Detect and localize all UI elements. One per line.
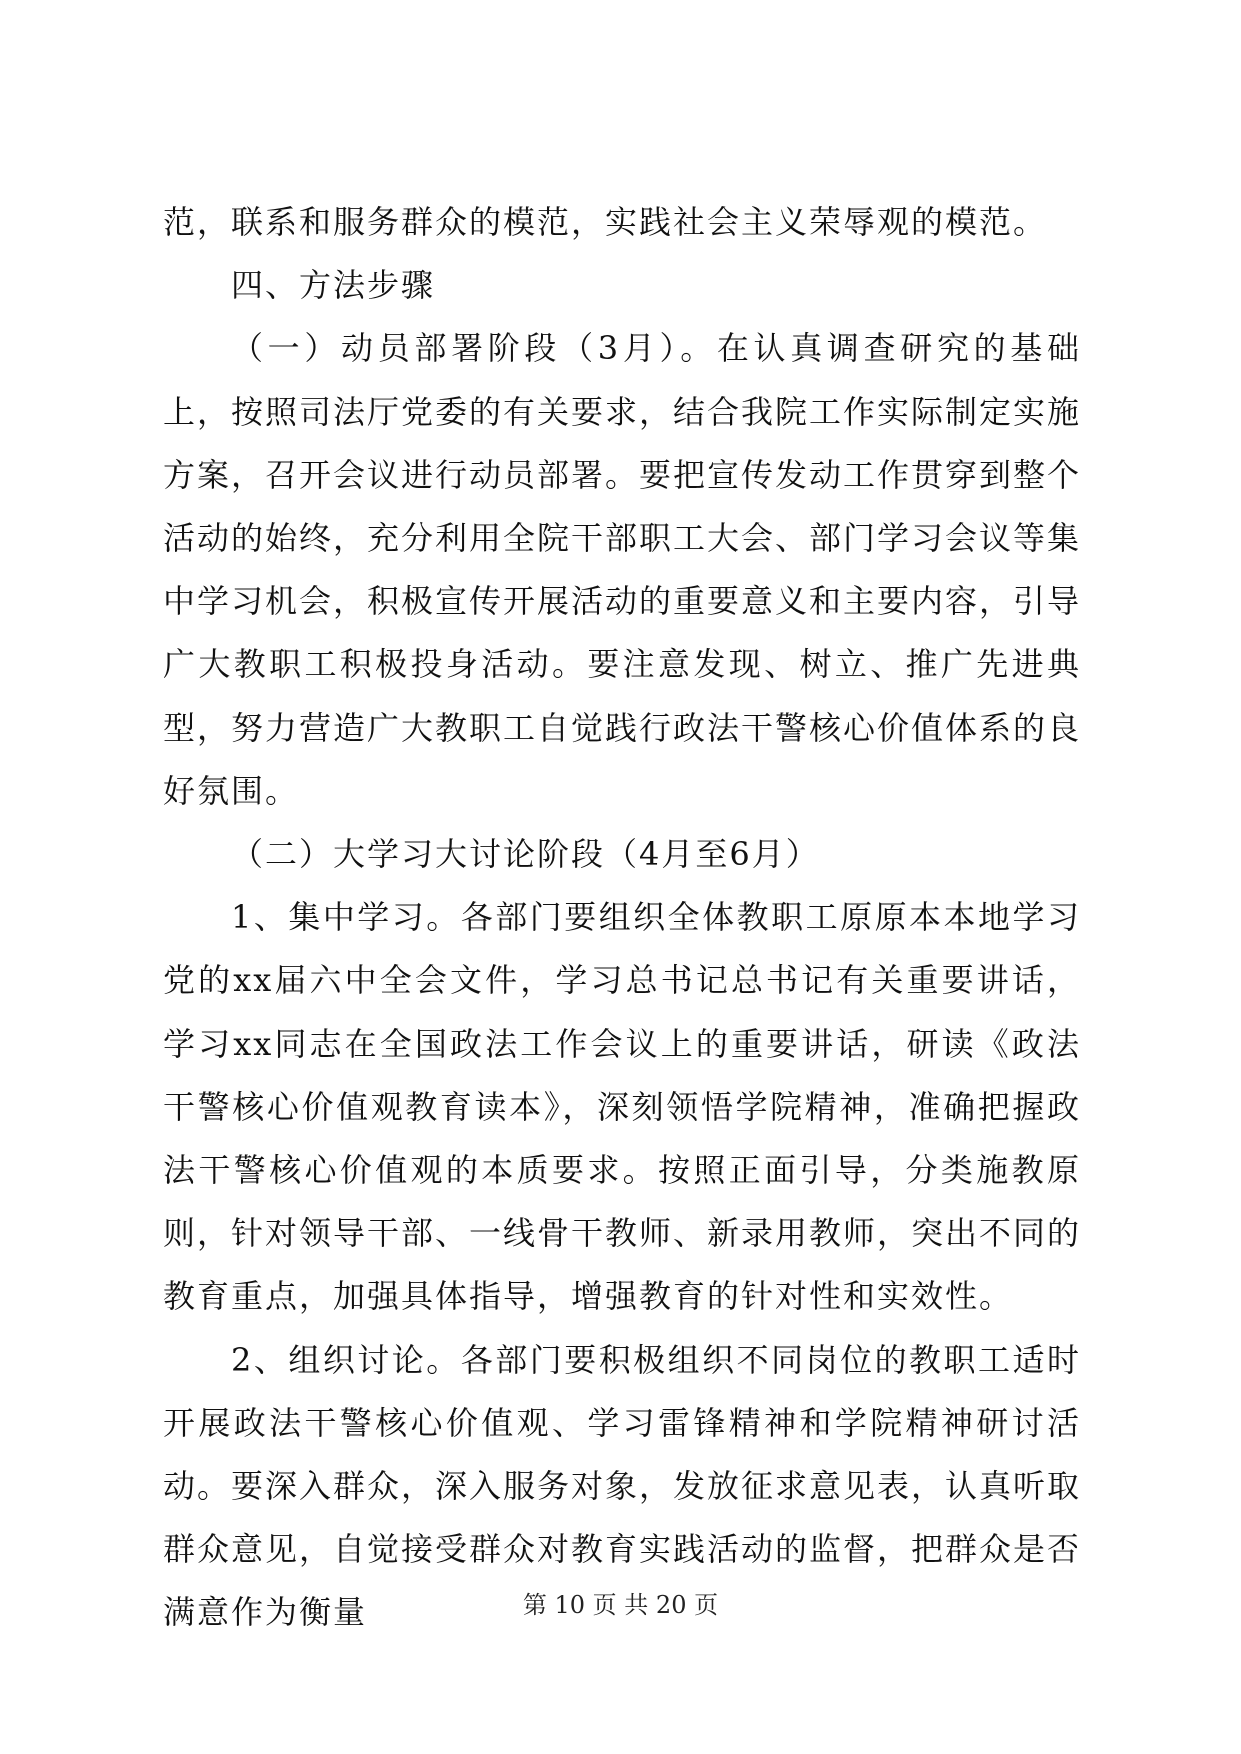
section-heading-methods: 四、方法步骤 — [231, 266, 436, 305]
paragraph-centralized-study: 1、集中学习。各部门要组织全体教职工原原本本地学习党的xx届六中全会文件，学习总书记总书记有关重要讲话，学习xx同志在全国政法工作会议上的重要讲话，研读《政法干警核心价值观教育读本》，深刻领悟学院精神，准确把握政法干警核心价值观的本质要求。按照正面引导，分类施教原则，针对领导干部、一线骨干教师、新录用教师，突出不同的教育重点，加强具体指导，增强教育的针对性和实效性。 — [163, 898, 1082, 1316]
page-number-footer: 第 10 页 共 20 页 — [522, 1591, 719, 1619]
subsection-heading-study-stage: （二）大学习大讨论阶段（4月至6月） — [231, 835, 820, 874]
paragraph-continuation: 范，联系和服务群众的模范，实践社会主义荣辱观的模范。 — [163, 203, 1048, 241]
paragraph-organized-discussion: 2、组织讨论。各部门要积极组织不同岗位的教职工适时开展政法干警核心价值观、学习雷锋精神和学院精神研讨活动。要深入群众，深入服务对象，发放征求意见表，认真听取群众意见，自觉接受群众对教育实践活动的监督，把群众是否满意作为衡量 — [163, 1340, 1082, 1632]
document-body — [163, 191, 1081, 1645]
paragraph-mobilization-stage: （一）动员部署阶段（3月）。在认真调查研究的基础上，按照司法厅党委的有关要求，结合我院工作实际制定实施方案，召开会议进行动员部署。要把宣传发动工作贯穿到整个活动的始终，充分利用全院干部职工大会、部门学习会议等集中学习机会，积极宣传开展活动的重要意义和主要内容，引导广大教职工积极投身活动。要注意发现、树立、推广先进典型，努力营造广大教职工自觉践行政法干警核心价值体系的良好氛围。 — [163, 329, 1082, 810]
